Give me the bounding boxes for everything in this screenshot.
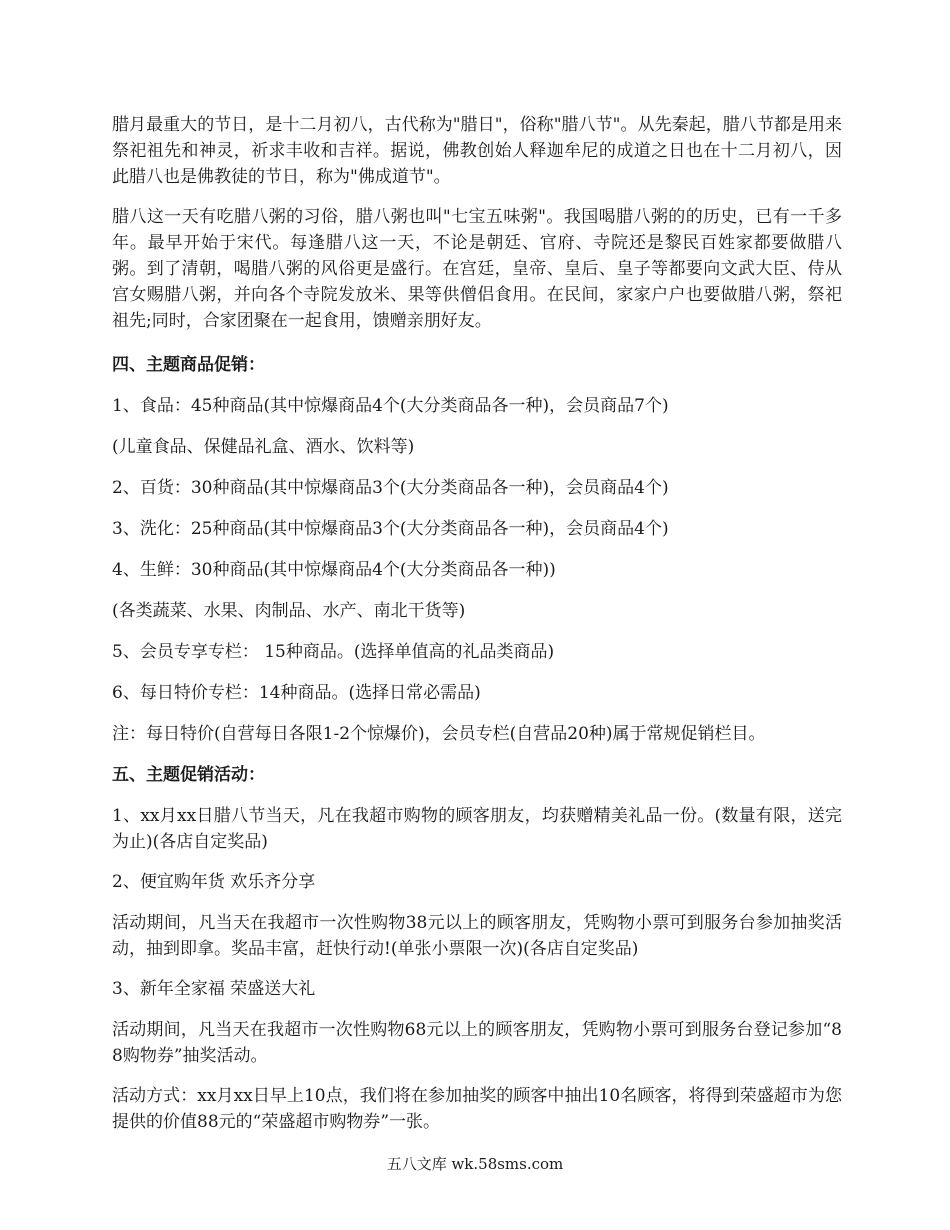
section-5-heading: 五、主题促销活动： [112,765,265,785]
document-body [112,112,842,1149]
promo-item-member: 5、会员专享专栏： 15种商品。(选择单值高的礼品类商品) [112,642,555,662]
intro-paragraph-1: 腊月最重大的节日，是十二月初八，古代称为"腊日"，俗称"腊八节"。从先秦起，腊八节都是用来祭祀祖先和神灵，祈求丰收和吉祥。据说，佛教创始人释迦牟尼的成道之日也在十二月初八，因此腊八也是佛教徒的节日，称为"佛成道节"。 [112,115,842,187]
promo-note: 注：每日特价(自营每日各限1-2个惊爆价)，会员专栏(自营品20种)属于常规促销栏目。 [112,724,766,744]
promo-item-general: 2、百货：30种商品(其中惊爆商品3个(大分类商品各一种)，会员商品4个) [112,478,669,498]
footer-watermark: 五八文库 wk.58sms.com [386,1155,564,1173]
section-4-heading: 四、主题商品促销： [112,355,265,375]
promo-item-food-note: (儿童食品、保健品礼盒、酒水、饮料等) [112,437,415,457]
activity-3-body: 活动期间，凡当天在我超市一次性购物68元以上的顾客朋友，凭购物小票可到服务台登记参加“88购物券”抽奖活动。 [112,1020,842,1066]
promo-item-fresh: 4、生鲜：30种商品(其中惊爆商品4个(大分类商品各一种)) [112,560,556,580]
activity-2-body: 活动期间，凡当天在我超市一次性购物38元以上的顾客朋友，凭购物小票可到服务台参加抽奖活动，抽到即拿。奖品丰富，赶快行动!(单张小票限一次)(各店自定奖品) [112,913,842,959]
promo-item-fresh-note: (各类蔬菜、水果、肉制品、水产、南北干货等) [112,601,466,621]
promo-item-food: 1、食品：45种商品(其中惊爆商品4个(大分类商品各一种)，会员商品7个) [112,396,669,416]
promo-item-toiletries: 3、洗化：25种商品(其中惊爆商品3个(大分类商品各一种)，会员商品4个) [112,519,669,539]
activity-2-title: 2、便宜购年货 欢乐齐分享 [112,872,316,892]
activity-3-method: 活动方式：xx月xx日早上10点，我们将在参加抽奖的顾客中抽出10名顾客，将得到荣盛超市为您提供的价值88元的“荣盛超市购物券”一张。 [112,1086,842,1132]
activity-1: 1、xx月xx日腊八节当天，凡在我超市购物的顾客朋友，均获赠精美礼品一份。(数量有限，送完为止)(各店自定奖品) [112,806,842,852]
intro-paragraph-2: 腊八这一天有吃腊八粥的习俗，腊八粥也叫"七宝五味粥"。我国喝腊八粥的的历史，已有一千多年。最早开始于宋代。每逢腊八这一天，不论是朝廷、官府、寺院还是黎民百姓家都要做腊八粥。到了清朝，喝腊八粥的风俗更是盛行。在宫廷，皇帝、皇后、皇子等都要向文武大臣、侍从宫女赐腊八粥，并向各个寺院发放米、果等供僧侣食用。在民间，家家户户也要做腊八粥，祭祀祖先;同时，合家团聚在一起食用，馈赠亲朋好友。 [112,207,842,331]
activity-3-title: 3、新年全家福 荣盛送大礼 [112,979,316,999]
promo-item-daily: 6、每日特价专栏：14种商品。(选择日常必需品) [112,683,481,703]
